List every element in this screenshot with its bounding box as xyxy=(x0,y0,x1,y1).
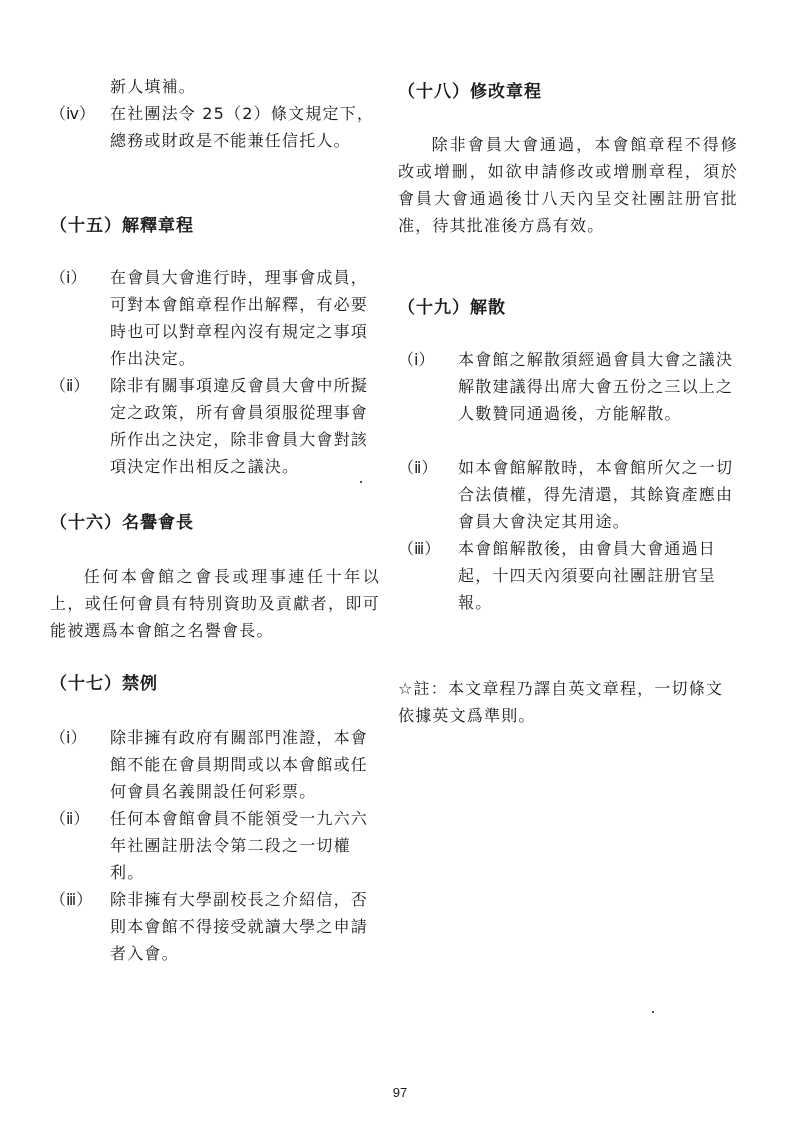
continued-line: 新人填補。 xyxy=(110,77,197,96)
item-text: 本會館解散後，由會員大會通過日起，十四天內須要向社團註册官呈報。 xyxy=(458,539,717,612)
item-marker: （ⅲ） xyxy=(398,539,441,558)
scan-speck xyxy=(360,481,362,483)
list-item xyxy=(50,372,380,480)
item-marker: （ⅰ） xyxy=(50,728,87,747)
list-item xyxy=(398,535,738,616)
footnote: ☆註：本文章程乃譯自英文章程，一切條文依據英文爲準則。 xyxy=(398,679,724,725)
item-marker: （ⅰ） xyxy=(398,350,435,369)
section-heading-15: （十五）解釋章程 xyxy=(50,216,194,236)
item-marker: （ⅳ） xyxy=(50,104,95,123)
item-text: 除非擁有大學副校長之介紹信，否則本會館不得接受就讀大學之申請者入會。 xyxy=(110,890,369,963)
section-paragraph: 除非會員大會通過，本會館章程不得修改或增刪，如欲申請修改或增删章程，須於會員大會通過後廿八天內呈交社團註册官批准，待其批准後方爲有效。 xyxy=(398,135,738,235)
item-text: 在會員大會進行時，理事會成員，可對本會館章程作出解釋，有必要時也可以對章程內沒有規定之事項作出決定。 xyxy=(110,268,369,368)
list-item xyxy=(50,886,380,967)
item-text: 除非有關事項違反會員大會中所擬定之政策，所有會員須服從理事會所作出之決定，除非會員大會對該項決定作出相反之議決。 xyxy=(110,376,369,476)
item-text: 任何本會館會員不能領受一九六六年社團註册法令第二段之一切權利。 xyxy=(110,809,369,882)
item-marker: （ⅱ） xyxy=(398,458,438,477)
list-item xyxy=(50,100,380,154)
item-text: 如本會館解散時，本會館所欠之一切合法債權，得先清還，其餘資產應由會員大會決定其用途。 xyxy=(458,458,734,531)
section-heading-17: （十七）禁例 xyxy=(50,674,158,694)
section-heading-18: （十八）修改章程 xyxy=(398,82,542,102)
section-heading-16: （十六）名譽會長 xyxy=(50,513,194,533)
item-marker: （ⅲ） xyxy=(50,890,93,909)
list-item xyxy=(398,346,738,427)
item-marker: （ⅱ） xyxy=(50,376,90,395)
page-number: 97 xyxy=(392,1085,408,1100)
item-marker: （ⅰ） xyxy=(50,268,87,287)
item-marker: （ⅱ） xyxy=(50,809,90,828)
item-text: 在社團法令 25（2）條文規定下，總務或財政是不能兼任信托人。 xyxy=(110,104,375,150)
item-text: 除非擁有政府有關部門准證，本會館不能在會員期間或以本會館或任何會員名義開設任何彩票。 xyxy=(110,728,369,801)
scan-speck xyxy=(652,1011,654,1013)
section-heading-19: （十九）解散 xyxy=(398,298,506,318)
list-item xyxy=(50,724,380,805)
list-item xyxy=(50,805,380,886)
section-paragraph: 任何本會館之會長或理事連任十年以上，或任何會員有特別資助及貢獻者，即可能被選爲本會館之名譽會長。 xyxy=(50,567,380,640)
item-text: 本會館之解散須經過會員大會之議決解散建議得出席大會五份之三以上之人數贊同通過後，方能解散。 xyxy=(458,350,734,423)
list-item xyxy=(50,264,380,372)
list-item xyxy=(398,454,738,535)
